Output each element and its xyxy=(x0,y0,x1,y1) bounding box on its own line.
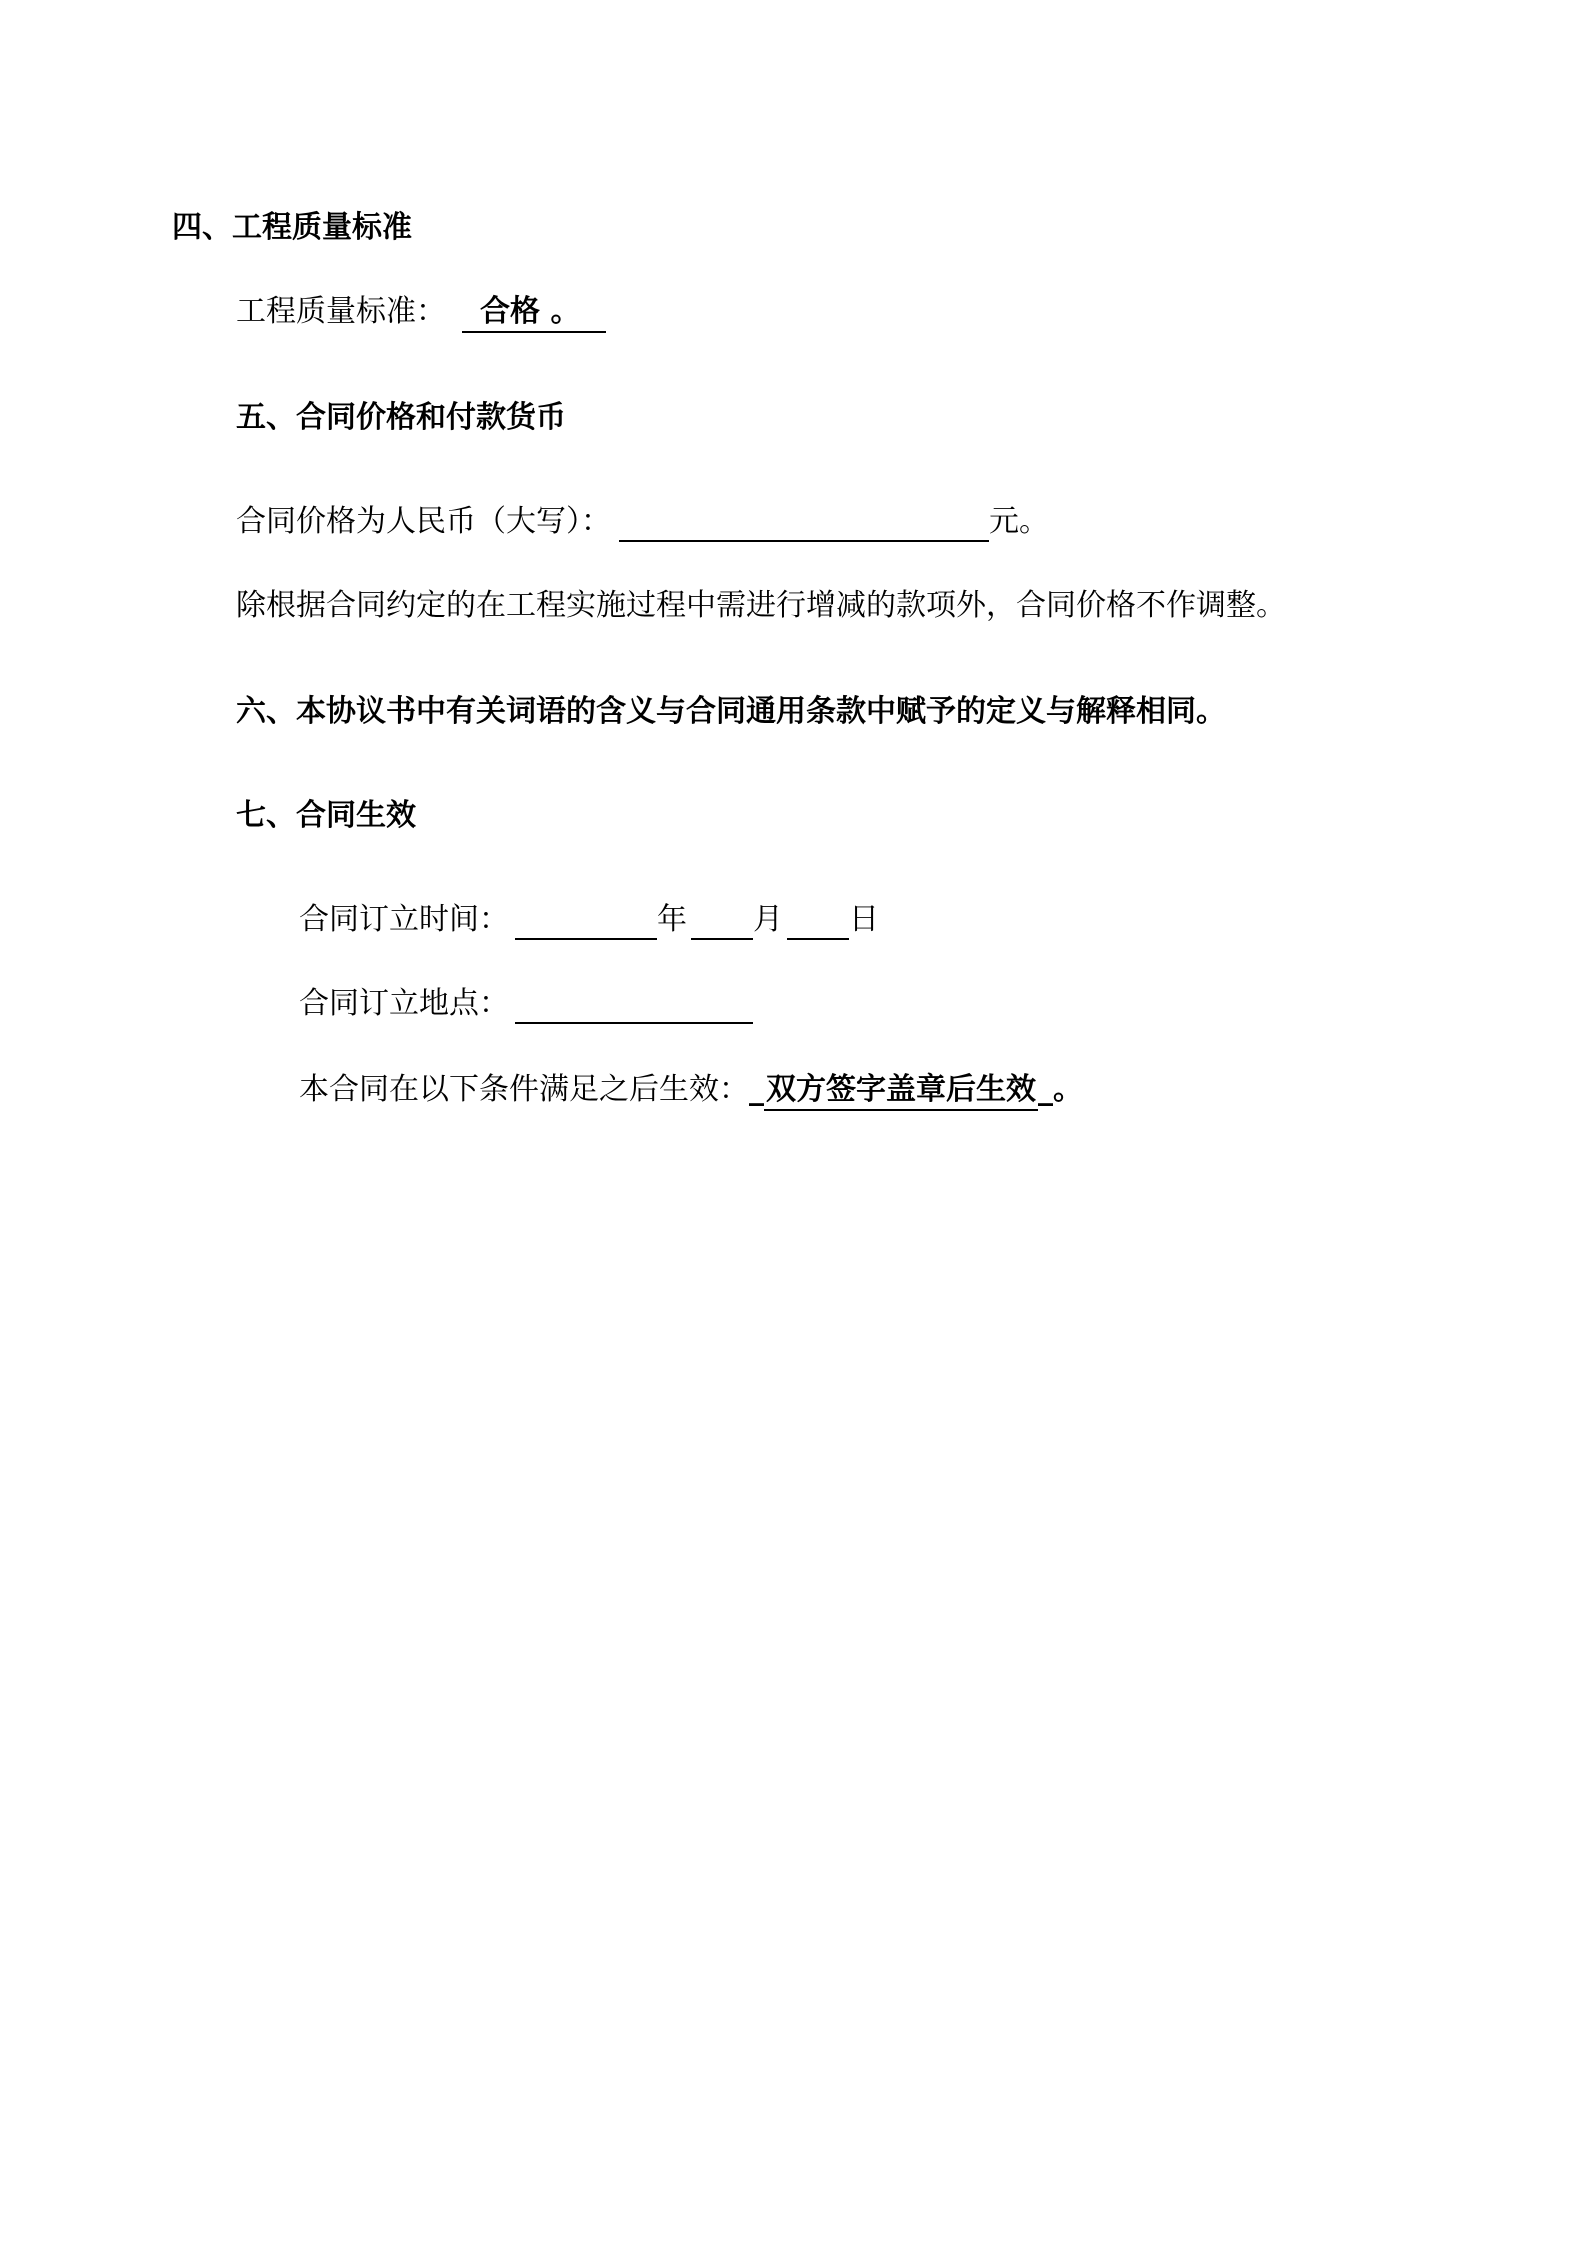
signing-place-row xyxy=(299,984,753,1024)
year-label: 年 xyxy=(657,902,687,937)
month-label: 月 xyxy=(753,902,783,937)
quality-standard-row xyxy=(236,292,606,333)
effect-condition-field[interactable]: 双方签字盖章后生效 xyxy=(764,1071,1038,1111)
section-7-heading: 七、合同生效 xyxy=(236,798,416,833)
effect-condition-suffix: _。 xyxy=(1038,1072,1083,1107)
effect-condition-row xyxy=(299,1070,1083,1111)
contract-price-row xyxy=(236,502,1049,542)
price-adjustment-note: 除根据合同约定的在工程实施过程中需进行增减的款项外，合同价格不作调整。 xyxy=(236,588,1286,623)
signing-place-blank[interactable] xyxy=(515,988,753,1024)
quality-standard-label: 工程质量标准： xyxy=(236,294,446,329)
signing-year-blank[interactable] xyxy=(515,904,657,940)
signing-day-blank[interactable] xyxy=(787,904,849,940)
section-6-heading: 六、本协议书中有关词语的含义与合同通用条款中赋予的定义与解释相同。 xyxy=(236,694,1226,729)
section-4-heading: 四、工程质量标准 xyxy=(172,210,412,245)
day-label: 日 xyxy=(849,902,879,937)
contract-price-unit: 元。 xyxy=(989,504,1049,539)
contract-price-blank[interactable] xyxy=(619,506,989,542)
contract-price-label: 合同价格为人民币（大写）： xyxy=(236,504,611,539)
effect-condition-label: 本合同在以下条件满足之后生效： xyxy=(299,1072,749,1107)
signing-time-row xyxy=(299,900,879,940)
effect-condition-prefix: _ xyxy=(749,1072,764,1107)
section-5-heading: 五、合同价格和付款货币 xyxy=(236,400,566,435)
signing-time-label: 合同订立时间： xyxy=(299,902,509,937)
signing-place-label: 合同订立地点： xyxy=(299,986,509,1021)
quality-standard-field[interactable]: 合格 。 xyxy=(462,293,606,333)
signing-month-blank[interactable] xyxy=(691,904,753,940)
